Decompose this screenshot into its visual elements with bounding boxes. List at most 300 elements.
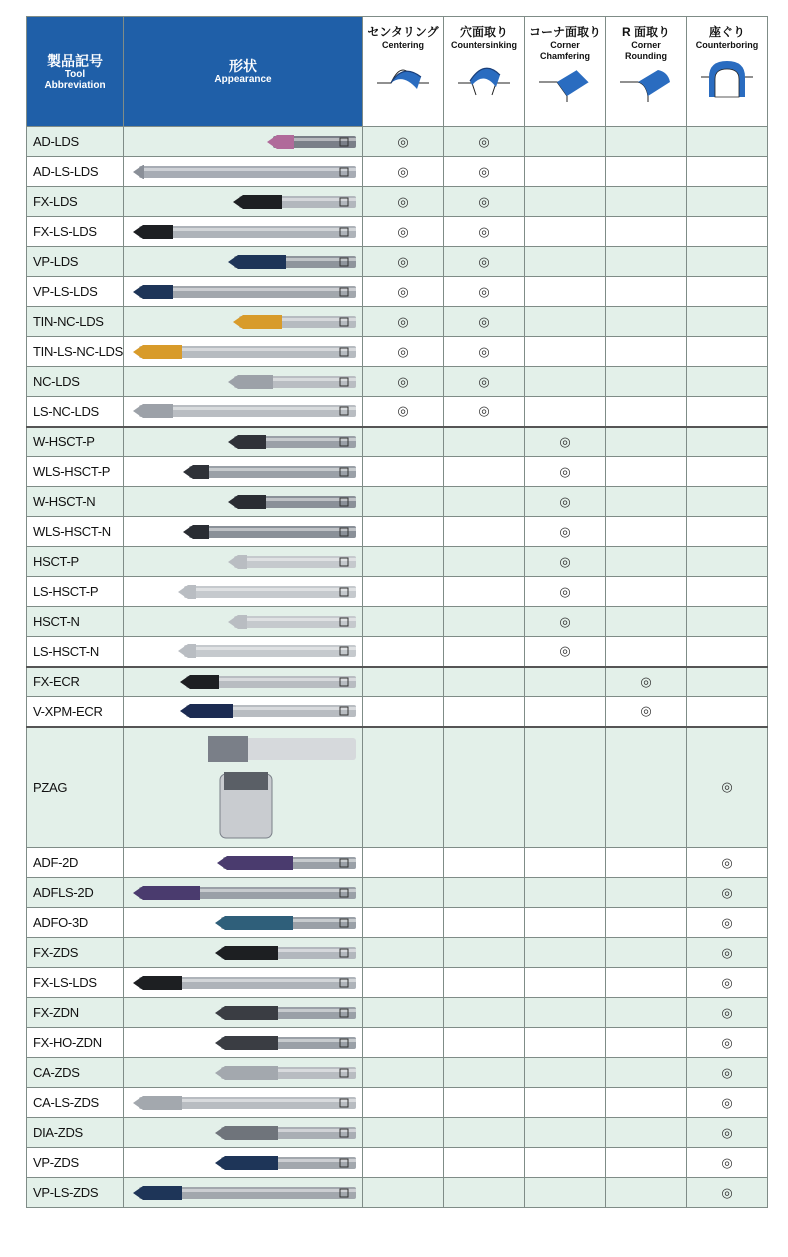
- tool-image: [128, 1094, 356, 1112]
- application-cell: [444, 187, 525, 217]
- application-cell: [687, 217, 768, 247]
- cat-label-jp: センタリング: [367, 25, 439, 39]
- tool-abbreviation: HSCT-N: [27, 607, 124, 637]
- application-cell: [525, 397, 606, 427]
- application-cell: [363, 517, 444, 547]
- cat-label-en: Countersinking: [450, 40, 517, 50]
- tool-image: [128, 433, 356, 451]
- application-cell: [363, 908, 444, 938]
- application-cell: [687, 427, 768, 457]
- tool-abbreviation: VP-LDS: [27, 247, 124, 277]
- tool-appearance: [124, 367, 363, 397]
- tool-appearance: [124, 337, 363, 367]
- application-cell: [687, 277, 768, 307]
- suitable-mark: ◎: [559, 433, 571, 449]
- table-row: [27, 517, 768, 547]
- tool-image: [128, 402, 356, 420]
- application-cell: [687, 127, 768, 157]
- cat-label-jp: コーナ面取り: [528, 25, 601, 39]
- application-cell: [606, 247, 687, 277]
- tool-abbreviation: WLS-HSCT-N: [27, 517, 124, 547]
- suitable-mark: ◎: [721, 914, 733, 930]
- tool-abbreviation: HSCT-P: [27, 547, 124, 577]
- application-cell: [606, 187, 687, 217]
- suitable-mark: ◎: [721, 779, 733, 795]
- application-cell: [606, 517, 687, 547]
- application-cell: [525, 187, 606, 217]
- tool-appearance: [124, 908, 363, 938]
- tool-image: [128, 1124, 356, 1142]
- suitable-mark: ◎: [478, 283, 490, 299]
- tool-image: [128, 583, 356, 601]
- application-cell: [606, 457, 687, 487]
- application-cell: [687, 998, 768, 1028]
- application-cell: [687, 517, 768, 547]
- suitable-mark: ◎: [478, 343, 490, 359]
- application-cell: [687, 1148, 768, 1178]
- application-cell: [525, 577, 606, 607]
- application-cell: [363, 637, 444, 667]
- header-abbr-jp: 製品記号: [47, 52, 103, 69]
- application-cell: [444, 1148, 525, 1178]
- application-cell: [525, 337, 606, 367]
- tool-image: [128, 223, 356, 241]
- header-counterboring: [687, 17, 768, 127]
- application-cell: [687, 607, 768, 637]
- tool-image: [128, 1034, 356, 1052]
- application-cell: [363, 1178, 444, 1208]
- cat-label-en2: Rounding: [625, 51, 667, 61]
- suitable-mark: ◎: [478, 373, 490, 389]
- application-cell: [687, 187, 768, 217]
- application-cell: [606, 1088, 687, 1118]
- application-cell: [363, 157, 444, 187]
- tool-abbreviation: AD-LS-LDS: [27, 157, 124, 187]
- application-cell: [606, 427, 687, 457]
- header-centering: [363, 17, 444, 127]
- tool-abbreviation: FX-ZDN: [27, 998, 124, 1028]
- table-row: [27, 878, 768, 908]
- suitable-mark: ◎: [721, 1004, 733, 1020]
- application-cell: [525, 848, 606, 878]
- countersinking-icon: [452, 57, 516, 97]
- application-cell: [444, 427, 525, 457]
- application-cell: [606, 157, 687, 187]
- application-cell: [687, 1088, 768, 1118]
- tool-application-table-wrapper: [26, 16, 768, 1208]
- application-cell: [606, 547, 687, 577]
- table-row: [27, 1028, 768, 1058]
- application-cell: [444, 878, 525, 908]
- application-cell: [525, 908, 606, 938]
- tool-abbreviation: FX-ECR: [27, 667, 124, 697]
- application-cell: [444, 1058, 525, 1088]
- tool-appearance: [124, 457, 363, 487]
- application-cell: [444, 397, 525, 427]
- tool-image: [128, 1064, 356, 1082]
- application-cell: [606, 607, 687, 637]
- tool-appearance: [124, 547, 363, 577]
- tool-appearance: [124, 217, 363, 247]
- tool-abbreviation: VP-ZDS: [27, 1148, 124, 1178]
- suitable-mark: ◎: [478, 133, 490, 149]
- tool-image: [128, 1184, 356, 1202]
- suitable-mark: ◎: [397, 223, 409, 239]
- tool-appearance: [124, 487, 363, 517]
- tool-application-table: [26, 16, 768, 1208]
- application-cell: [606, 217, 687, 247]
- suitable-mark: ◎: [559, 523, 571, 539]
- tool-abbreviation: LS-HSCT-P: [27, 577, 124, 607]
- application-cell: [687, 457, 768, 487]
- application-cell: [687, 848, 768, 878]
- application-cell: [363, 487, 444, 517]
- application-cell: [606, 637, 687, 667]
- suitable-mark: ◎: [397, 253, 409, 269]
- application-cell: [606, 727, 687, 848]
- tool-abbreviation: VP-LS-ZDS: [27, 1178, 124, 1208]
- application-cell: [687, 367, 768, 397]
- tool-image: [128, 163, 356, 181]
- application-cell: [606, 1178, 687, 1208]
- application-cell: [363, 848, 444, 878]
- application-cell: [687, 1178, 768, 1208]
- table-row: [27, 157, 768, 187]
- header-corner-rounding: [606, 17, 687, 127]
- table-row: [27, 637, 768, 667]
- table-row: [27, 547, 768, 577]
- tool-image: [128, 1154, 356, 1172]
- table-row: [27, 968, 768, 998]
- application-cell: [525, 157, 606, 187]
- application-cell: [525, 277, 606, 307]
- application-cell: [363, 1028, 444, 1058]
- header-abbr-en2: Abbreviation: [44, 79, 106, 91]
- tool-rows: [27, 127, 768, 1208]
- tool-image: [128, 613, 356, 631]
- tool-abbreviation: NC-LDS: [27, 367, 124, 397]
- suitable-mark: ◎: [478, 193, 490, 209]
- suitable-mark: ◎: [640, 703, 652, 719]
- cat-label-en: Counterboring: [695, 40, 759, 50]
- cat-label-en: Centering: [381, 40, 424, 50]
- tool-abbreviation: W-HSCT-N: [27, 487, 124, 517]
- application-cell: [363, 247, 444, 277]
- table-row: [27, 908, 768, 938]
- application-cell: [525, 457, 606, 487]
- table-row: [27, 367, 768, 397]
- tool-image: [128, 193, 356, 211]
- application-cell: [444, 848, 525, 878]
- cat-label-en: Corner: [550, 40, 580, 50]
- header-shape-en: Appearance: [214, 74, 272, 85]
- application-cell: [444, 1088, 525, 1118]
- application-cell: [606, 127, 687, 157]
- table-row: [27, 337, 768, 367]
- application-cell: [687, 1028, 768, 1058]
- tool-appearance: [124, 998, 363, 1028]
- corner-rounding-icon: [614, 68, 678, 102]
- suitable-mark: ◎: [559, 613, 571, 629]
- application-cell: [606, 307, 687, 337]
- tool-appearance: [124, 577, 363, 607]
- tool-image: [128, 1004, 356, 1022]
- application-cell: [444, 938, 525, 968]
- suitable-mark: ◎: [721, 884, 733, 900]
- tool-appearance: [124, 637, 363, 667]
- application-cell: [363, 187, 444, 217]
- application-cell: [363, 457, 444, 487]
- application-cell: [606, 667, 687, 697]
- application-cell: [687, 307, 768, 337]
- application-cell: [444, 277, 525, 307]
- suitable-mark: ◎: [397, 403, 409, 419]
- application-cell: [363, 397, 444, 427]
- suitable-mark: ◎: [397, 283, 409, 299]
- application-cell: [363, 367, 444, 397]
- tool-abbreviation: LS-NC-LDS: [27, 397, 124, 427]
- table-row: [27, 1058, 768, 1088]
- application-cell: [606, 1028, 687, 1058]
- tool-image: [128, 253, 356, 271]
- suitable-mark: ◎: [721, 944, 733, 960]
- application-cell: [444, 127, 525, 157]
- application-cell: [525, 938, 606, 968]
- tool-image: [128, 373, 356, 391]
- suitable-mark: ◎: [397, 193, 409, 209]
- application-cell: [363, 547, 444, 577]
- application-cell: [606, 1148, 687, 1178]
- tool-image: [128, 732, 356, 844]
- cat-label-en2: Chamfering: [539, 51, 590, 61]
- suitable-mark: ◎: [721, 854, 733, 870]
- tool-image: [128, 283, 356, 301]
- application-cell: [687, 397, 768, 427]
- application-cell: [525, 427, 606, 457]
- tool-image: [128, 313, 356, 331]
- header-appearance: [124, 17, 363, 127]
- application-cell: [687, 1058, 768, 1088]
- application-cell: [606, 277, 687, 307]
- application-cell: [687, 968, 768, 998]
- tool-abbreviation: TIN-LS-NC-LDS: [27, 337, 124, 367]
- suitable-mark: ◎: [478, 223, 490, 239]
- table-row: [27, 1118, 768, 1148]
- application-cell: [606, 367, 687, 397]
- tool-abbreviation: CA-ZDS: [27, 1058, 124, 1088]
- corner-chamfering-icon: [533, 68, 597, 102]
- suitable-mark: ◎: [721, 974, 733, 990]
- application-cell: [363, 127, 444, 157]
- application-cell: [687, 1118, 768, 1148]
- table-row: [27, 848, 768, 878]
- application-cell: [363, 667, 444, 697]
- suitable-mark: ◎: [559, 643, 571, 659]
- application-cell: [363, 878, 444, 908]
- application-cell: [525, 607, 606, 637]
- centering-icon: [371, 57, 435, 97]
- tool-image: [128, 974, 356, 992]
- tool-image: [128, 642, 356, 660]
- counterboring-icon: [695, 57, 759, 105]
- application-cell: [444, 727, 525, 848]
- tool-image: [128, 493, 356, 511]
- suitable-mark: ◎: [721, 1154, 733, 1170]
- application-cell: [525, 1058, 606, 1088]
- table-row: [27, 998, 768, 1028]
- suitable-mark: ◎: [721, 1184, 733, 1200]
- application-cell: [363, 1148, 444, 1178]
- tool-appearance: [124, 517, 363, 547]
- suitable-mark: ◎: [478, 163, 490, 179]
- table-row: [27, 1148, 768, 1178]
- tool-abbreviation: TIN-NC-LDS: [27, 307, 124, 337]
- tool-image: [128, 884, 356, 902]
- tool-abbreviation: ADFO-3D: [27, 908, 124, 938]
- table-row: [27, 697, 768, 727]
- application-cell: [525, 1088, 606, 1118]
- table-row: [27, 667, 768, 697]
- suitable-mark: ◎: [478, 253, 490, 269]
- application-cell: [525, 307, 606, 337]
- application-cell: [687, 878, 768, 908]
- application-cell: [606, 848, 687, 878]
- table-row: [27, 727, 768, 848]
- tool-appearance: [124, 607, 363, 637]
- application-cell: [444, 637, 525, 667]
- application-cell: [687, 938, 768, 968]
- application-cell: [606, 697, 687, 727]
- suitable-mark: ◎: [559, 583, 571, 599]
- application-cell: [525, 878, 606, 908]
- tool-appearance: [124, 938, 363, 968]
- table-row: [27, 577, 768, 607]
- tool-appearance: [124, 157, 363, 187]
- table-row: [27, 1088, 768, 1118]
- application-cell: [687, 247, 768, 277]
- suitable-mark: ◎: [397, 163, 409, 179]
- header-shape-jp: 形状: [229, 58, 257, 74]
- application-cell: [444, 697, 525, 727]
- application-cell: [525, 367, 606, 397]
- application-cell: [444, 1028, 525, 1058]
- cat-label-en: Corner: [631, 40, 661, 50]
- suitable-mark: ◎: [397, 133, 409, 149]
- application-cell: [363, 1088, 444, 1118]
- tool-image: [128, 553, 356, 571]
- application-cell: [525, 1028, 606, 1058]
- application-cell: [363, 277, 444, 307]
- application-cell: [525, 637, 606, 667]
- tool-abbreviation: FX-HO-ZDN: [27, 1028, 124, 1058]
- application-cell: [606, 487, 687, 517]
- application-cell: [444, 998, 525, 1028]
- application-cell: [525, 217, 606, 247]
- tool-abbreviation: FX-LS-LDS: [27, 217, 124, 247]
- table-row: [27, 277, 768, 307]
- tool-abbreviation: FX-ZDS: [27, 938, 124, 968]
- application-cell: [606, 1118, 687, 1148]
- application-cell: [444, 307, 525, 337]
- tool-image: [128, 854, 356, 872]
- application-cell: [525, 667, 606, 697]
- application-cell: [363, 307, 444, 337]
- application-cell: [525, 1148, 606, 1178]
- application-cell: [444, 1118, 525, 1148]
- tool-appearance: [124, 878, 363, 908]
- suitable-mark: ◎: [721, 1034, 733, 1050]
- tool-abbreviation: LS-HSCT-N: [27, 637, 124, 667]
- application-cell: [687, 337, 768, 367]
- tool-abbreviation: DIA-ZDS: [27, 1118, 124, 1148]
- application-cell: [363, 577, 444, 607]
- application-cell: [687, 727, 768, 848]
- table-row: [27, 457, 768, 487]
- tool-appearance: [124, 1118, 363, 1148]
- application-cell: [525, 1178, 606, 1208]
- header-tool-abbreviation: [27, 17, 124, 127]
- tool-appearance: [124, 187, 363, 217]
- tool-appearance: [124, 1178, 363, 1208]
- table-row: [27, 938, 768, 968]
- table-row: [27, 217, 768, 247]
- tool-appearance: [124, 397, 363, 427]
- tool-appearance: [124, 727, 363, 848]
- application-cell: [363, 337, 444, 367]
- cat-label-jp: 穴面取り: [459, 25, 508, 39]
- tool-appearance: [124, 968, 363, 998]
- application-cell: [606, 968, 687, 998]
- application-cell: [687, 577, 768, 607]
- application-cell: [525, 247, 606, 277]
- suitable-mark: ◎: [640, 673, 652, 689]
- application-cell: [363, 968, 444, 998]
- application-cell: [687, 908, 768, 938]
- tool-appearance: [124, 667, 363, 697]
- application-cell: [687, 637, 768, 667]
- table-row: [27, 607, 768, 637]
- application-cell: [363, 427, 444, 457]
- tool-appearance: [124, 247, 363, 277]
- tool-image: [128, 702, 356, 720]
- application-cell: [444, 667, 525, 697]
- application-cell: [525, 968, 606, 998]
- application-cell: [606, 908, 687, 938]
- application-cell: [444, 517, 525, 547]
- suitable-mark: ◎: [397, 343, 409, 359]
- application-cell: [444, 157, 525, 187]
- suitable-mark: ◎: [721, 1094, 733, 1110]
- application-cell: [525, 487, 606, 517]
- application-cell: [525, 547, 606, 577]
- suitable-mark: ◎: [478, 403, 490, 419]
- tool-abbreviation: PZAG: [27, 727, 124, 848]
- suitable-mark: ◎: [721, 1124, 733, 1140]
- tool-appearance: [124, 697, 363, 727]
- table-row: [27, 487, 768, 517]
- application-cell: [363, 1058, 444, 1088]
- tool-appearance: [124, 1088, 363, 1118]
- cat-label-jp: R 面取り: [621, 25, 670, 39]
- application-cell: [444, 1178, 525, 1208]
- table-row: [27, 1178, 768, 1208]
- application-cell: [606, 577, 687, 607]
- application-cell: [606, 397, 687, 427]
- application-cell: [606, 337, 687, 367]
- application-cell: [444, 968, 525, 998]
- cat-label-jp: 座ぐり: [708, 25, 745, 39]
- application-cell: [363, 217, 444, 247]
